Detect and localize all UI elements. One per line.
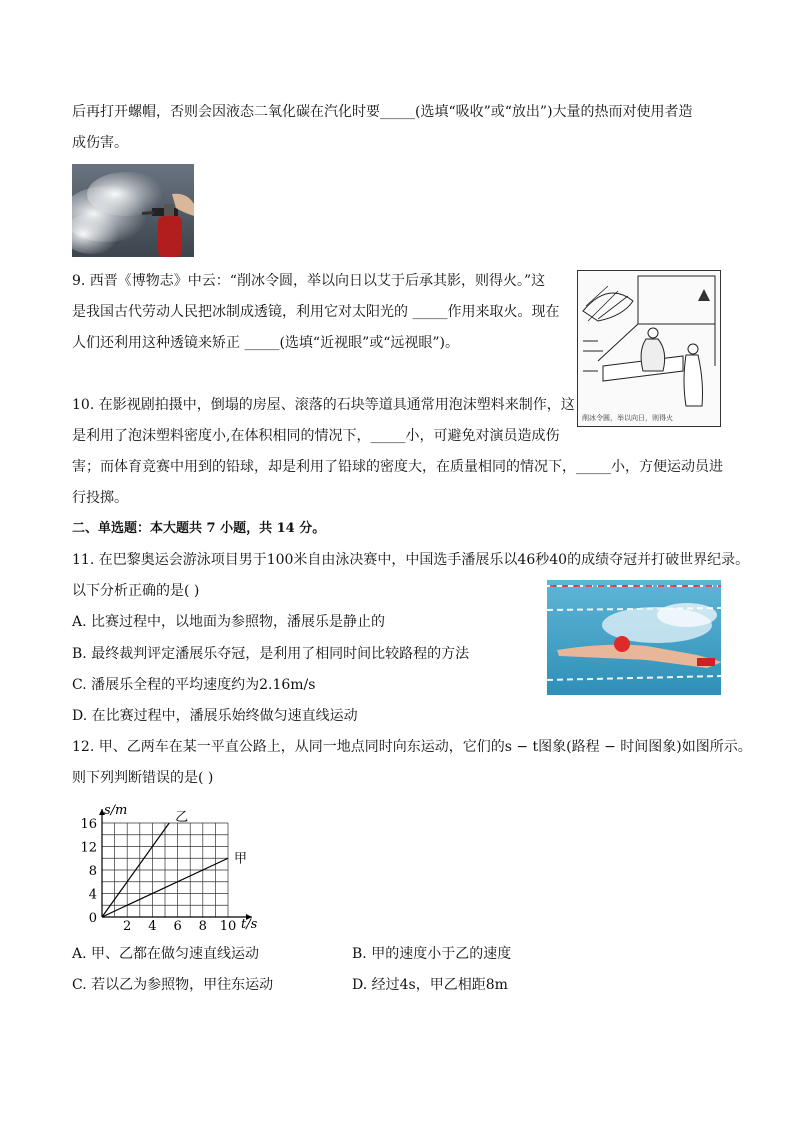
x-tick-label: 6: [173, 919, 182, 934]
q10-line1: 10. 在影视剧拍摄中，倒塌的房屋、滚落的石块等道具通常用泡沫塑料来制作，这: [72, 397, 575, 413]
section-heading: 二、单选题：本大题共 7 小题，共 14 分。: [72, 521, 326, 536]
chart-series: [102, 810, 247, 917]
q8-line2: 成伤害。: [72, 135, 128, 151]
x-tick-label: 10: [219, 919, 237, 934]
series-label-0: 乙: [175, 810, 189, 825]
q10-line2: 是利用了泡沫塑料密度小,在体积相同的情况下，_____小，可避免对演员造成伤: [72, 428, 560, 444]
q9-line2: 是我国古代劳动人民把冰制成透镜，利用它对太阳光的 _____作用来取火。现在: [72, 304, 560, 320]
q12-option-c: C. 若以乙为参照物，甲往东运动: [72, 977, 274, 993]
q9-line1: 9. 西晋《博物志》中云：“削冰令圆，举以向日以艾于后承其影，则得火。”这: [72, 273, 546, 289]
ancient-ice-lens-illustration: [577, 270, 721, 427]
y-tick-label: 8: [88, 864, 97, 879]
y-tick-label: 16: [80, 817, 97, 832]
fire-extinguisher-photo: [72, 164, 194, 257]
q11-option-d: D. 在比赛过程中，潘展乐始终做匀速直线运动: [72, 708, 358, 724]
q10-line4: 行投掷。: [72, 490, 128, 506]
x-tick-label: 8: [198, 919, 207, 934]
chart-axes: [99, 809, 252, 920]
x-axis-label: t/s: [241, 917, 258, 932]
q11-stem-line1: 11. 在巴黎奥运会游泳项目男于100米自由泳决赛中，中国选手潘展乐以46秒40的成绩夺冠并打破世界纪录。: [72, 552, 750, 568]
y-tick-label: 4: [88, 887, 97, 903]
q11-option-a: A. 比赛过程中，以地面为参照物，潘展乐是静止的: [72, 614, 386, 630]
q12-option-a: A. 甲、乙都在做匀速直线运动: [72, 946, 260, 962]
q8-line1: 后再打开螺帽，否则会因液态二氧化碳在汽化时要_____(选填“吸收”或“放出”)大量的热而对使用者造: [72, 104, 693, 120]
q11-option-b: B. 最终裁判评定潘展乐夺冠，是利用了相同时间比较路程的方法: [72, 646, 470, 662]
q12-stem-line1: 12. 甲、乙两车在某一平直公路上，从同一地点同时向东运动，它们的s − t图象(路程 − 时间图象)如图所示。: [72, 739, 752, 755]
swimmer-photo: [547, 580, 721, 695]
q11-option-c: C. 潘展乐全程的平均速度约为2.16m/s: [72, 677, 316, 693]
illustration-caption: 削冰令圆，举以向日，则得火: [582, 414, 673, 422]
chart-grid: [102, 823, 228, 917]
series-label-1: 甲: [234, 851, 248, 867]
y-tick-label: 12: [80, 840, 97, 856]
x-tick-label: 2: [123, 919, 132, 934]
q10-line3: 害；而体育竞赛中用到的铅球，却是利用了铅球的密度大，在质量相同的情况下，_____小，方便运动员进: [72, 459, 723, 475]
q12-option-d: D. 经过4s，甲乙相距8m: [352, 977, 508, 993]
y-tick-label: 0: [88, 911, 97, 926]
q11-stem-line2: 以下分析正确的是( ): [72, 583, 200, 599]
q12-stem-line2: 则下列判断错误的是( ): [72, 770, 214, 786]
x-tick-label: 4: [148, 919, 157, 934]
q9-line3: 人们还利用这种透镜来矫正 _____(选填“近视眼”或“远视眼”)。: [72, 335, 460, 351]
y-axis-label: s/m: [104, 803, 128, 818]
s-t-chart: [74, 800, 274, 935]
q12-option-b: B. 甲的速度小于乙的速度: [352, 946, 512, 962]
